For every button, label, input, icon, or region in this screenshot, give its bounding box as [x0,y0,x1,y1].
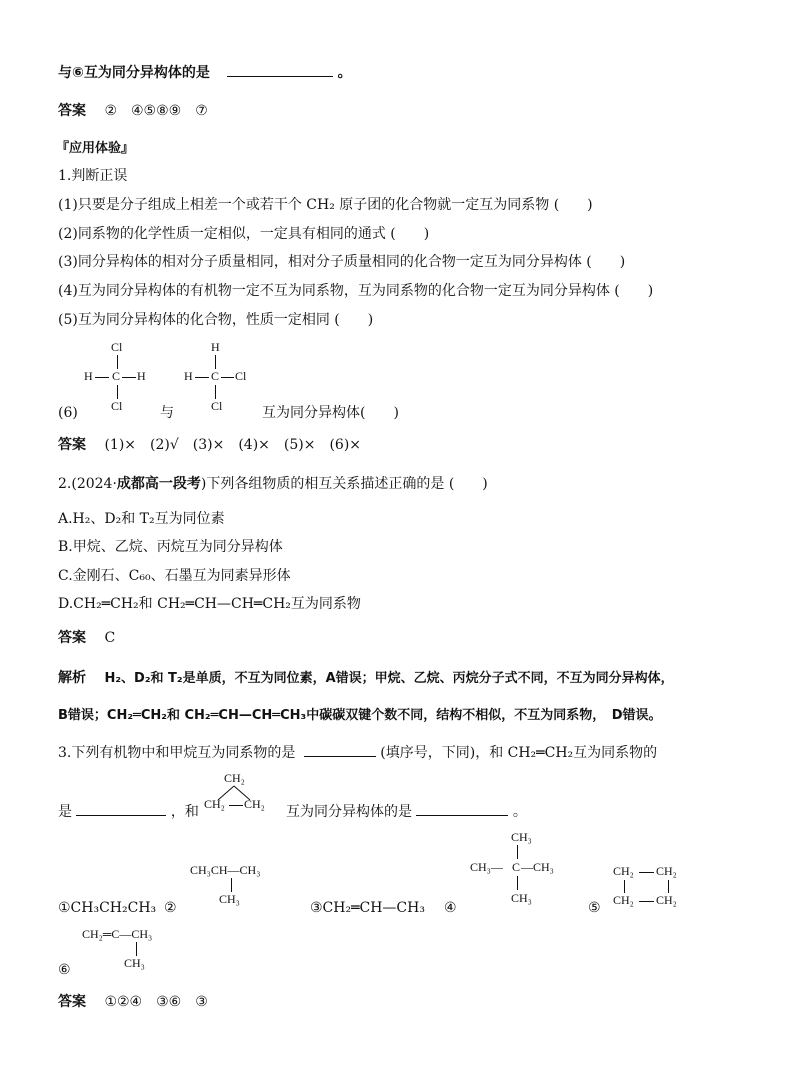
q3-blank-2 [76,801,166,816]
q1-item-2: (2)同系物的化学性质一定相似，一定具有相同的通式 ( ) [58,226,430,242]
q2-stem: 2.(2024·成都高一段考)下列各组物质的相互关系描述正确的是 ( ) [58,476,488,492]
top-answer: ② ④⑤⑧⑨ ⑦ [104,103,208,119]
q1-answer-line: 答案 (1)× (2)√ (3)× (4)× (5)× (6)× [58,437,362,453]
q1-answer: (1)× (2)√ (3)× (4)× (5)× (6)× [104,437,362,453]
q1-item-6-label: (6) [58,405,78,421]
q1-item-6-and: 与 [160,405,174,421]
q3-option-4-label: ④ [444,900,457,916]
q1-title: 1.判断正误 [58,168,128,184]
q3-blank-3 [416,801,508,816]
q3-answer: ①②④ ③⑥ ③ [104,994,208,1010]
q1-item-5: (5)互为同分异构体的化合物，性质一定相同 ( ) [58,312,374,328]
q3-answer-line: 答案 ①②④ ③⑥ ③ [58,994,208,1010]
q1-item-4: (4)互为同分异构体的有机物一定不互为同系物，互为同系物的化合物一定互为同分异构体 ( ) [58,283,654,299]
analysis-label: 解析 [58,670,86,686]
q3-option-2-label: ② [164,900,177,916]
top-prompt: 与⑥互为同分异构体的是 [58,65,210,81]
q3-option-1: ①CH₃CH₂CH₃ [58,900,157,916]
answer-blank [227,62,333,77]
q3-option-3: ③CH₂═CH—CH₃ [310,900,425,916]
q3-option-6-label: ⑥ [58,962,71,978]
q1-item-6-end: 互为同分异构体( ) [262,405,399,421]
q2-answer: C [104,630,116,646]
q3-option-5-label: ⑤ [588,900,601,916]
q3-line-1: 3.下列有机物中和甲烷互为同系物的是 (填序号，下同)，和 CH₂═CH₂互为同系物的 [58,742,657,762]
q1-item-3: (3)同分异构体的相对分子质量相同，相对分子质量相同的化合物一定互为同分异构体 ( ) [58,254,626,270]
q2-analysis-2: B错误；CH₂═CH₂和 CH₂═CH—CH═CH₃中碳碳双键个数不同，结构不相似，不互为同系物， D错误。 [58,708,662,723]
top-question [58,62,352,82]
q3-line-2: 是 ，和 [58,801,199,821]
q3-blank-1 [304,742,376,757]
q3-line-2b: 互为同分异构体的是 。 [286,801,527,821]
top-end: 。 [337,65,352,81]
q2-source: 成都高一段考 [116,476,201,492]
q2-analysis-1: 解析 H₂、D₂和 T₂是单质，不互为同位素，A错误；甲烷、乙烷、丙烷分子式不同，不互为同分异构体， [58,670,674,686]
q2-option-b: B.甲烷、乙烷、丙烷互为同分异构体 [58,539,283,555]
q1-item-1: (1)只要是分子组成上相差一个或若干个 CH₂ 原子团的化合物就一定互为同系物 ( ) [58,197,593,213]
answer-label: 答案 [58,103,86,119]
q2-answer-line: 答案 C [58,630,116,646]
q2-option-a: A.H₂、D₂和 T₂互为同位素 [58,511,225,527]
section-title: 『应用体验』 [56,141,135,156]
top-answer-line [58,102,208,120]
q2-option-c: C.金刚石、C₆₀、石墨互为同素异形体 [58,568,291,584]
q2-option-d: D.CH₂═CH₂和 CH₂═CH—CH═CH₂互为同系物 [58,596,361,612]
